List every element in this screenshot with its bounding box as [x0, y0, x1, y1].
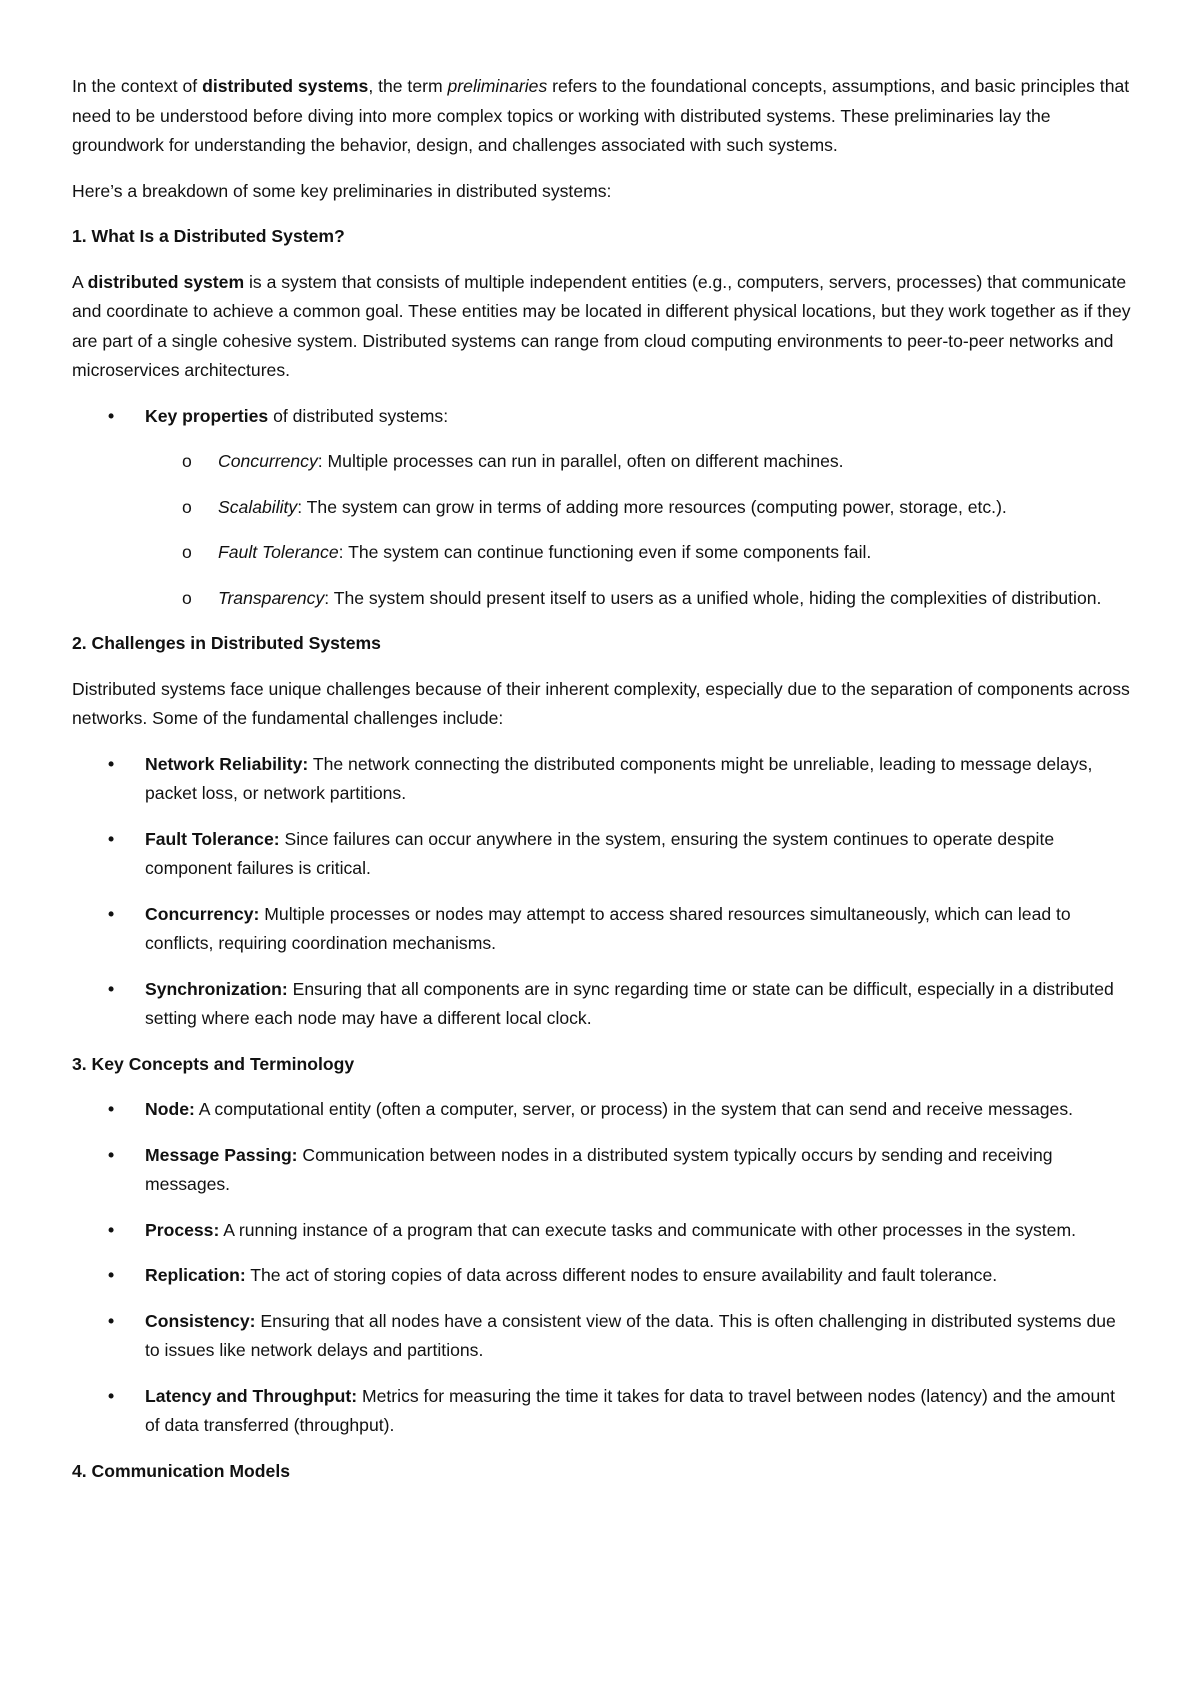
bold-term: Process: — [145, 1219, 220, 1240]
bold-term: Key properties — [145, 405, 269, 426]
bold-term: Synchronization: — [145, 978, 288, 999]
text: Multiple processes or nodes may attempt to access shared resources simultaneously, which can lead to conflicts, requiring coordination mechanisms. — [145, 903, 1071, 953]
section-2-heading: 2. Challenges in Distributed Systems — [72, 633, 381, 653]
bold-term: Fault Tolerance: — [145, 828, 280, 849]
intro-paragraph — [72, 72, 1132, 161]
text: Metrics for measuring the time it takes for data to travel between nodes (latency) and the amount of data transferred (throughput). — [145, 1385, 1115, 1435]
section-1-heading: 1. What Is a Distributed System? — [72, 226, 345, 246]
properties-sublist — [145, 447, 1132, 613]
intro-text: , the term — [368, 76, 448, 96]
intro-bold-term: distributed systems — [202, 76, 369, 96]
italic-term: Transparency — [218, 587, 325, 608]
sub-list-item — [72, 538, 1132, 568]
italic-term: Scalability — [218, 496, 298, 517]
bold-term: Node: — [145, 1099, 195, 1119]
sub-list-item — [72, 447, 1132, 477]
text: : The system can continue functioning even if some components fail. — [338, 542, 872, 562]
text: The network connecting the distributed components might be unreliable, leading to message delays, packet loss, or network partitions. — [145, 753, 1093, 803]
list-item — [72, 825, 1132, 884]
intro-italic-term: preliminaries — [447, 76, 548, 96]
text: of distributed systems: — [268, 405, 449, 426]
breakdown-paragraph: Here’s a breakdown of some key preliminaries in distributed systems: — [72, 180, 612, 201]
section-1-paragraph — [72, 268, 1132, 386]
list-item — [72, 1141, 1132, 1200]
bold-term: Consistency: — [145, 1310, 256, 1331]
italic-term: Fault Tolerance — [218, 542, 339, 562]
bold-term: Network Reliability: — [145, 753, 309, 774]
key-properties-list — [72, 402, 1132, 614]
text: : The system can grow in terms of adding more resources (computing power, storage, etc.). — [297, 496, 1007, 517]
list-item — [72, 1216, 1132, 1246]
text: A — [72, 271, 88, 292]
text: : Multiple processes can run in parallel, often on different machines. — [317, 451, 844, 471]
list-item — [72, 1095, 1132, 1125]
section-2-paragraph: Distributed systems face unique challenges because of their inherent complexity, especially due to the separation of components across networks. Some of the fundamental challenges include: — [72, 678, 1130, 728]
intro-text: refers to the foundational concepts, assumptions, and basic principles that need to be understood before diving into more complex topics or working with distributed systems. These preliminaries lay the groundwork for understanding the behavior, design, and challenges associated with such systems. — [72, 76, 1130, 155]
bold-term: Message Passing: — [145, 1144, 298, 1165]
bold-term: distributed system — [87, 271, 245, 292]
concepts-list — [72, 1095, 1132, 1441]
section-3-heading: 3. Key Concepts and Terminology — [72, 1053, 355, 1074]
list-item — [72, 975, 1132, 1034]
section-4-heading: 4. Communication Models — [72, 1460, 290, 1481]
document-page — [72, 72, 1132, 1502]
sub-list-item — [72, 584, 1132, 614]
text: Since failures can occur anywhere in the system, ensuring the system continues to operate despite component failures is critical. — [145, 828, 1055, 878]
list-item — [72, 1261, 1132, 1291]
challenges-list — [72, 750, 1132, 1034]
text: : The system should present itself to users as a unified whole, hiding the complexities of distribution. — [324, 587, 1102, 608]
list-item — [72, 750, 1132, 809]
bold-term: Latency and Throughput: — [145, 1385, 358, 1406]
list-item — [72, 900, 1132, 959]
list-item — [72, 1382, 1132, 1441]
text: A computational entity (often a computer, server, or process) in the system that can send and receive messages. — [194, 1099, 1074, 1119]
text: Ensuring that all nodes have a consistent view of the data. This is often challenging in distributed systems due to issues like network delays and partitions. — [145, 1310, 1116, 1360]
text: A running instance of a program that can execute tasks and communicate with other processes in the system. — [219, 1219, 1077, 1240]
list-item — [72, 1307, 1132, 1366]
bold-term: Concurrency: — [145, 903, 260, 924]
text: Ensuring that all components are in sync regarding time or state can be difficult, especially in a distributed setting where each node may have a different local clock. — [145, 978, 1114, 1028]
text: Communication between nodes in a distributed system typically occurs by sending and receiving messages. — [145, 1144, 1053, 1194]
italic-term: Concurrency — [218, 451, 318, 471]
list-item — [72, 402, 1132, 614]
sub-list-item — [72, 493, 1132, 523]
intro-text: In the context of — [72, 76, 203, 96]
text: is a system that consists of multiple independent entities (e.g., computers, servers, processes) that communicate and coordinate to achieve a common goal. These entities may be located in different physical locations, but they work together as if they are part of a single cohesive system. Distributed systems can range from cloud computing environments to peer-to-peer networks and microservices architectures. — [72, 271, 1131, 380]
text: The act of storing copies of data across different nodes to ensure availability and fault tolerance. — [245, 1265, 998, 1285]
bold-term: Replication: — [145, 1265, 246, 1285]
